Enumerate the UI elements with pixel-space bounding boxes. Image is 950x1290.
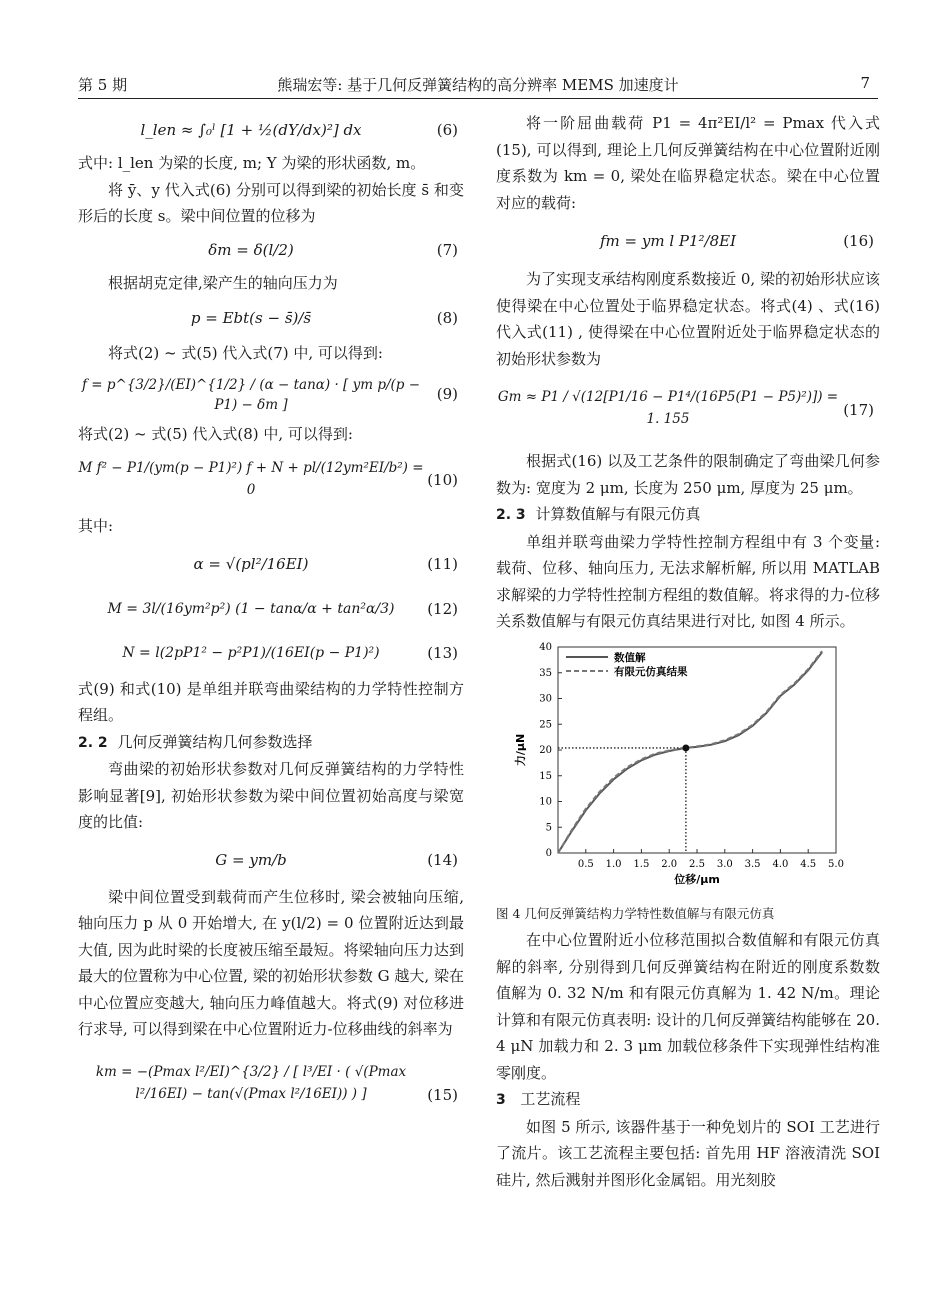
equation-13	[78, 632, 464, 674]
x-tick-label: 2.0	[661, 858, 678, 870]
page-number: 7	[860, 74, 870, 92]
paragraph: 将式(2) ~ 式(5) 代入式(7) 中, 可以得到:	[108, 344, 383, 362]
section-number: 3	[496, 1092, 506, 1108]
equation-8	[78, 298, 464, 338]
y-tick-label: 20	[539, 744, 552, 756]
y-tick-label: 10	[539, 796, 552, 807]
paragraph: 梁中间位置受到载荷而产生位移时, 梁会被轴向压缩, 轴向压力 p 从 0 开始增大, 在 y(l/2) = 0 位置附近达到最大值, 因为此时梁的长度被压缩至最短。将梁轴向压力达到最大的位置称为中心位置, 梁的初始形状参数 G 越大, 梁在中心位置应变越大, 轴向压力峰值越大。将式(9) 对位移进行求导, 可以得到梁在中心位置附近力-位移曲线的斜率为	[78, 887, 464, 1038]
x-tick-label: 0.5	[577, 858, 594, 870]
paragraph: 其中:	[78, 517, 114, 535]
equation-12	[78, 588, 464, 630]
equation-16-number: (16)	[843, 231, 874, 250]
x-tick-label: 3.5	[744, 858, 761, 870]
equation-7-number: (7)	[436, 240, 458, 259]
plot-frame	[558, 647, 836, 853]
x-tick-label: 3.0	[716, 858, 733, 870]
equation-16-formula: fm = ym l P1²/8EI	[599, 232, 737, 250]
equation-10-formula: M f² − P1/(ym(p − P1)²) f + N + pl/(12ym²EI/b²) = 0	[78, 460, 424, 498]
issue-number: 第 5 期	[78, 76, 128, 94]
running-header	[78, 72, 878, 99]
x-tick-label: 1.0	[605, 858, 622, 870]
x-tick-label: 2.5	[689, 858, 705, 870]
equation-16	[496, 218, 880, 264]
equation-17-formula: Gm ≈ P1 / √(12[P1/16 − P1⁴/(16P5(P1 − P5)²)]) = 1. 155	[497, 389, 839, 427]
equation-9-formula: f = p^{3/2}/(EI)^{1/2} / (α − tanα) · [ ym p/(p − P1) − δm ]	[81, 376, 421, 413]
equation-13-number: (13)	[427, 643, 458, 662]
equation-12-formula: M = 3l/(16ym²p²) (1 − tanα/α + tan²α/3)	[107, 600, 395, 617]
paragraph: 如图 5 所示, 该器件基于一种免划片的 SOI 工艺进行了流片。该工艺流程主要包括: 首先用 HF 溶液清洗 SOI 硅片, 然后溅射并图形化金属铝。用光刻胶	[496, 1117, 880, 1189]
equation-6-formula: l_len ≈ ∫₀ˡ [1 + ½(dY/dx)²] dx	[140, 121, 362, 139]
equation-14-formula: G = ym/b	[215, 850, 287, 869]
x-tick-label: 5.0	[828, 858, 844, 870]
x-axis-label: 位移/μm	[674, 872, 720, 886]
equation-9-number: (9)	[436, 384, 458, 403]
x-tick-label: 4.0	[772, 858, 789, 870]
equation-9	[78, 369, 464, 419]
paragraph: 在中心位置附近小位移范围拟合数值解和有限元仿真解的斜率, 分别得到几何反弹簧结构在附近的刚度系数数值解为 0. 32 N/m 和有限元仿真解为 1. 42 N/m。理论计算和有限元仿真表明: 设计的几何反弹簧结构能够在 20. 4 μN 加载力和 2. 3 μm 加载位移条件下实现弹性结构准零刚度。	[496, 931, 880, 1082]
paragraph: 式中: l_len 为梁的长度, m; Y 为梁的形状函数, m。	[78, 154, 426, 172]
paragraph: 根据式(16) 以及工艺条件的限制确定了弯曲梁几何参数为: 宽度为 2 μm, 长度为 250 μm, 厚度为 25 μm。	[496, 452, 880, 497]
running-title: 熊瑞宏等: 基于几何反弹簧结构的高分辨率 MEMS 加速度计	[277, 76, 679, 94]
section-heading-3	[496, 1086, 880, 1114]
paragraph: 弯曲梁的初始形状参数对几何反弹簧结构的力学特性影响显著[9], 初始形状参数为梁中间位置初始高度与梁宽度的比值:	[78, 760, 464, 831]
y-tick-label: 5	[545, 821, 552, 833]
y-axis-label: 力/μN	[514, 733, 527, 766]
paragraph: 根据胡克定律,梁产生的轴向压力为	[108, 273, 338, 292]
equation-10-number: (10)	[427, 470, 458, 489]
x-tick-label: 1.5	[633, 858, 650, 870]
series-line-numerical	[558, 652, 822, 853]
equation-11-formula: α = √(pl²/16EI)	[193, 554, 309, 573]
paragraph: 将一阶屈曲载荷 P1 = 4π²EI/l² = Pmax 代入式(15), 可以得到, 理论上几何反弹簧结构在中心位置附近刚度系数为 km = 0, 梁处在临界稳定状态。梁在中心位置对应的载荷:	[496, 114, 880, 212]
equation-10	[78, 449, 464, 511]
section-heading-2-3	[496, 501, 880, 529]
figure-caption: 图 4 几何反弹簧结构力学特性数值解与有限元仿真	[496, 905, 775, 921]
y-tick-label: 25	[539, 718, 552, 730]
legend-label: 数值解	[614, 651, 646, 664]
critical-point-marker	[682, 744, 689, 751]
y-tick-label: 35	[539, 667, 552, 679]
left-column	[78, 110, 464, 1147]
paragraph: 将 ȳ、y 代入式(6) 分别可以得到梁的初始长度 s̄ 和变形后的长度 s。梁中间位置的位移为	[78, 180, 464, 225]
equation-15	[78, 1045, 464, 1145]
y-tick-label: 15	[539, 770, 552, 782]
equation-12-number: (12)	[427, 599, 458, 618]
section-heading-2-2	[78, 729, 464, 757]
equation-14	[78, 838, 464, 882]
section-title: 计算数值解与有限元仿真	[535, 505, 701, 523]
equation-8-formula: p = Ebt(s − s̄)/s̄	[190, 309, 312, 327]
paragraph: 为了实现支承结构刚度系数接近 0, 梁的初始形状应该使得梁在中心位置处于临界稳定状态。将式(4) 、式(16) 代入式(11) , 使得梁在中心位置附近处于临界稳定状态的初始形状参数为	[496, 270, 880, 368]
paragraph: 式(9) 和式(10) 是单组并联弯曲梁结构的力学特性控制方程组。	[78, 679, 464, 724]
paragraph: 单组并联弯曲梁力学特性控制方程组中有 3 个变量: 载荷、位移、轴向压力, 无法求解析解, 所以用 MATLAB 求解梁的力学特性控制方程组的数值解。将求得的力-位移关系数值解与有限元仿真结果进行对比, 如图 4 所示。	[496, 532, 880, 630]
section-title: 几何反弹簧结构几何参数选择	[117, 732, 313, 751]
y-tick-label: 30	[539, 693, 552, 704]
equation-8-number: (8)	[436, 308, 458, 327]
section-number: 2. 2	[78, 734, 108, 751]
equation-14-number: (14)	[427, 850, 458, 869]
force-displacement-chart	[496, 641, 880, 901]
paragraph: 将式(2) ~ 式(5) 代入式(8) 中, 可以得到:	[78, 424, 353, 443]
section-number: 2. 3	[496, 507, 526, 523]
equation-7-formula: δm = δ(l/2)	[208, 240, 294, 259]
equation-7	[78, 232, 464, 268]
equation-17	[496, 374, 880, 446]
x-tick-label: 4.5	[800, 858, 817, 870]
legend-label: 有限元仿真结果	[614, 665, 688, 678]
equation-17-number: (17)	[843, 400, 874, 419]
series-line-fem	[558, 651, 822, 853]
equation-11-number: (11)	[427, 554, 458, 573]
equation-6-number: (6)	[436, 120, 458, 139]
y-tick-label: 40	[539, 641, 552, 653]
y-tick-label: 0	[545, 847, 552, 859]
equation-15-number: (15)	[427, 1085, 458, 1104]
figure-4	[496, 641, 880, 901]
equation-13-formula: N = l(2pP1² − p²P1)/(16EI(p − P1)²)	[122, 644, 380, 661]
equation-15-formula: km = −(Pmax l²/EI)^{3/2} / [ l³/EI · ( √(Pmax l²/16EI) − tan(√(Pmax l²/16EI)) ) ]	[95, 1063, 407, 1102]
right-column	[496, 110, 880, 1193]
equation-6	[78, 112, 464, 148]
section-title: 工艺流程	[520, 1090, 581, 1108]
equation-11	[78, 542, 464, 586]
